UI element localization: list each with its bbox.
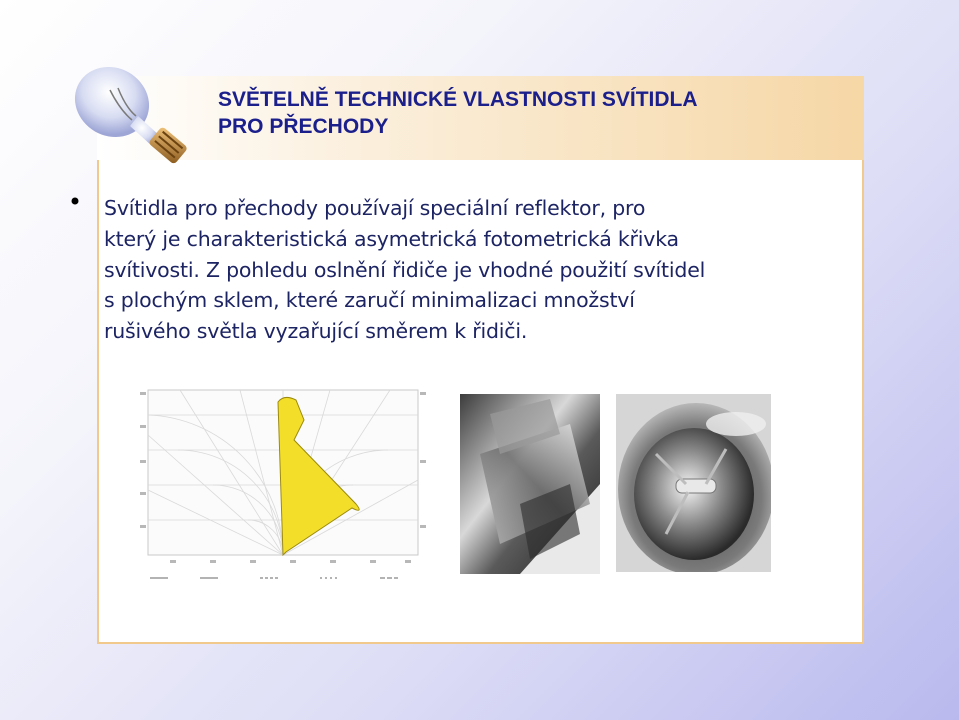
light-bulb-icon <box>60 50 220 170</box>
title-line-1: SVĚTELNĚ TECHNICKÉ VLASTNOSTI SVÍTIDLA <box>218 88 698 111</box>
body-line-1: Svítidla pro přechody používají speciální reflektor, pro <box>104 196 646 220</box>
body-line-5: rušivého světla vyzařující směrem k řidiči. <box>104 319 528 344</box>
polar-intensity-diagram <box>120 380 440 590</box>
body-line-4: s plochým sklem, které zaručí minimalizaci množství <box>104 288 635 313</box>
body-line-2: který je charakteristická asymetrická fotometrická křivka <box>104 226 679 251</box>
bullet-icon <box>70 196 80 206</box>
slide-title <box>218 86 778 140</box>
body-paragraph <box>104 193 854 347</box>
reflector-photo <box>460 394 600 574</box>
title-line-2: PRO PŘECHODY <box>218 115 389 138</box>
lamp-photo <box>616 394 771 572</box>
body-line-3: svítivosti. Z pohledu oslnění řidiče je vhodné použití svítidel <box>104 257 706 282</box>
